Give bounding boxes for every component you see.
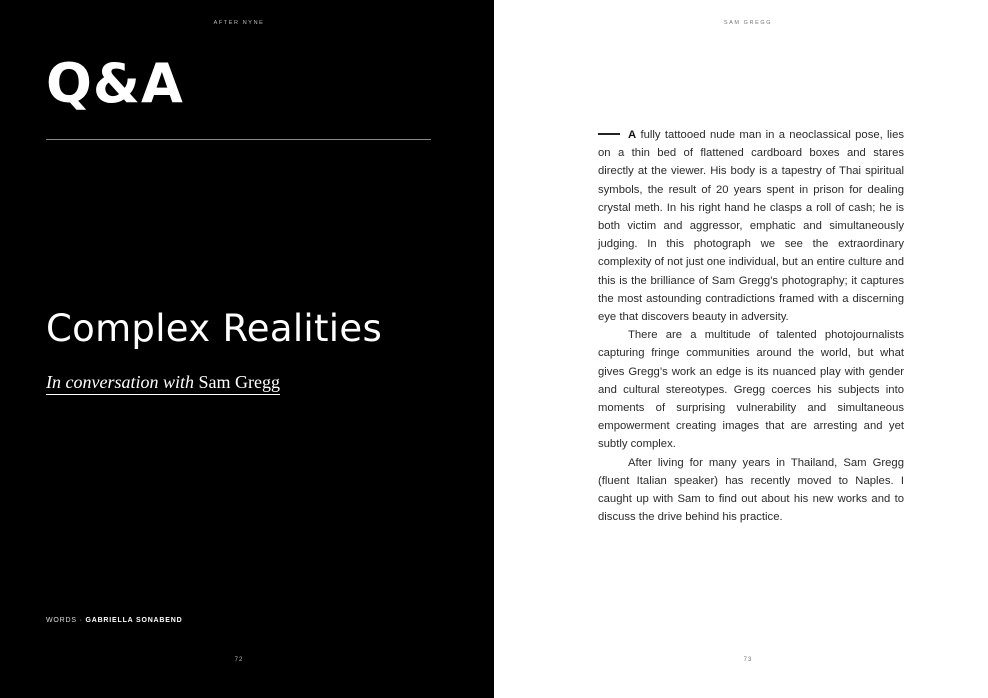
page-number: 73: [743, 657, 753, 663]
credit-name: GABRIELLA SONABEND: [85, 617, 183, 624]
paragraph: There are a multitude of talented photojournalists capturing fringe communities around the world, but what gives Gregg’s work an edge is its nuanced play with gender and cultural stereotypes. Gregg coerces his subjects into moments of surprising vulnerability and simultaneous empowerment creating images that are arresting and yet subtly complex.: [598, 329, 904, 451]
page-number: 72: [234, 657, 244, 663]
lead-word: A: [628, 129, 637, 141]
subtitle-name: Sam Gregg: [198, 372, 280, 392]
subtitle-intro: In conversation with: [46, 372, 194, 392]
em-dash-rule: [598, 133, 620, 135]
paragraph-text: fully tattooed nude man in a neoclassical pose, lies on a thin bed of flattened cardboard boxes and stares directly at the viewer. His body is a tapestry of Thai spiritual symbols, the result of 20 years spent in prison for dealing crystal meth. In his right hand he clasps a roll of cash; he is both victim and aggressor, emphatic and simultaneously judging. In this photograph we see the extraordinary complexity of not just one individual, but an entire culture and this is the brilliance of Sam Gregg’s photography; it captures the most astounding contradictions framed with a discerning eye that discovers beauty in adversity.: [598, 129, 904, 324]
right-page: [494, 0, 988, 698]
article-body: [598, 126, 904, 526]
paragraph: After living for many years in Thailand, Sam Gregg (fluent Italian speaker) has recently moved to Naples. I caught up with Sam to find out about his new works and to discuss the drive behind his practice.: [598, 456, 904, 524]
running-head: AFTER NYNE: [213, 20, 265, 26]
running-head: SAM GREGG: [723, 20, 773, 26]
article-title: Complex Realities: [46, 307, 383, 350]
paragraph: [598, 126, 904, 326]
author-credit: [46, 617, 182, 624]
section-title: Q&A: [46, 52, 184, 115]
credit-label: WORDS ·: [46, 617, 83, 624]
article-subtitle: [46, 370, 280, 395]
divider-rule: [46, 139, 431, 140]
